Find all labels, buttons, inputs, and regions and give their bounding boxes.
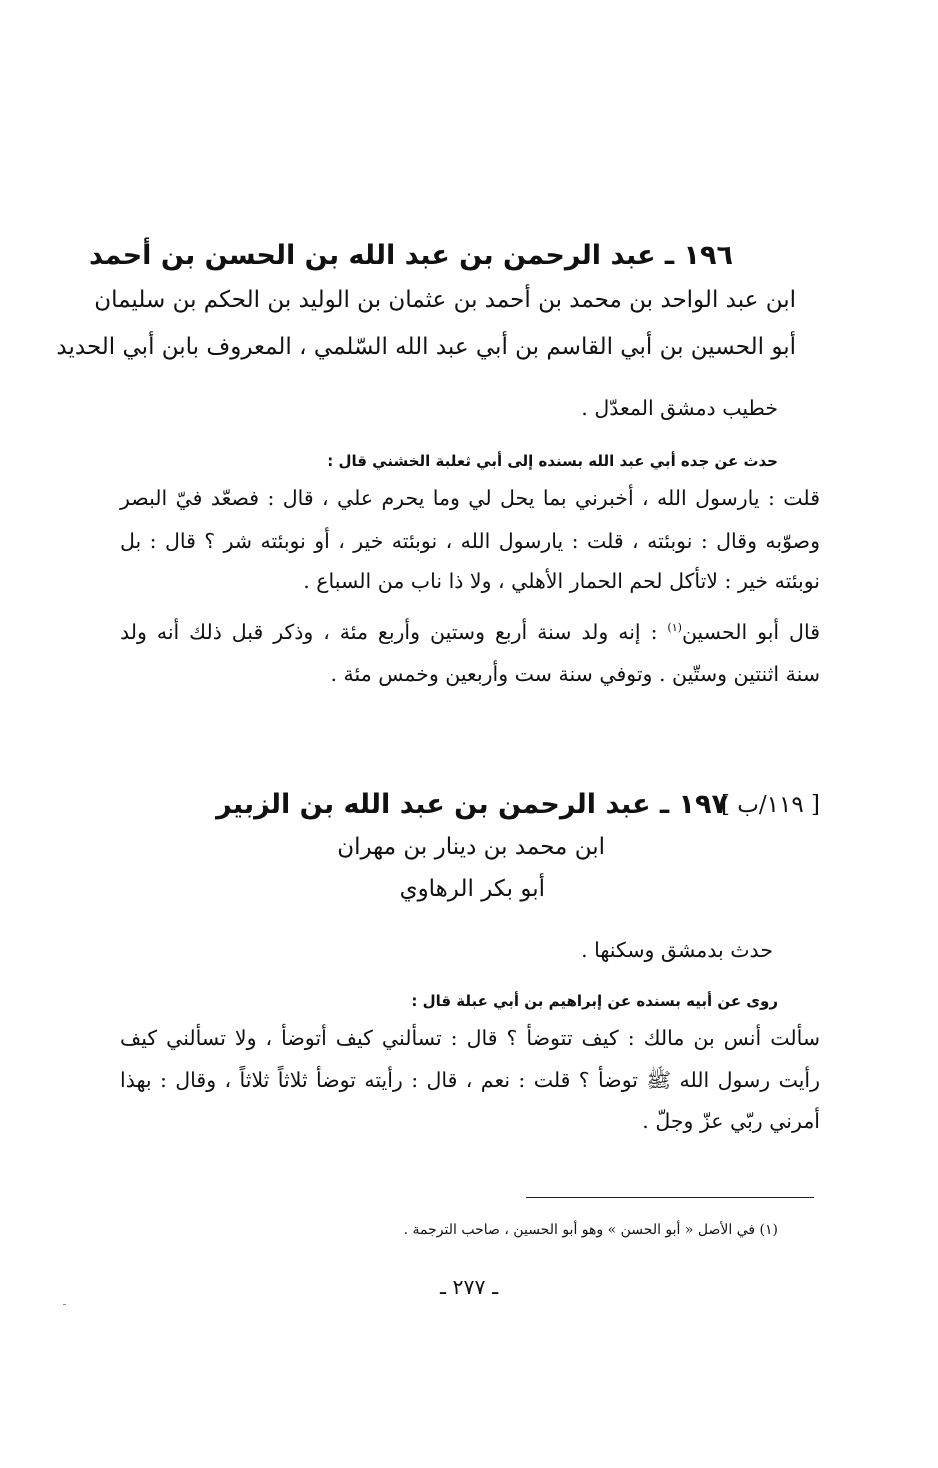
entry-196-note-text-b: : إنه ولد سنة أربع وستين وأربع مئة ، وذكر قبل ذلك أنه ولد [120, 620, 668, 644]
entry-196-hadith-line-3: نوبئته خير : لاتأكل لحم الحمار الأهلي ، ولا ذا ناب من السباع . [303, 569, 820, 593]
entry-197-title: ١٩٧ ـ عبد الرحمن بن عبد الله بن الزبير [216, 789, 728, 820]
entry-196-lineage-line-1: ابن عبد الواحد بن محمد بن أحمد بن عثمان بن الوليد بن الحكم بن سليمان [94, 287, 796, 313]
entry-197-hadith-line-3: أمرني ربّي عزّ وجلّ . [642, 1109, 820, 1133]
scan-speck [63, 1304, 66, 1305]
entry-196-title: ١٩٦ ـ عبد الرحمن بن عبد الله بن الحسن بن أحمد [89, 240, 733, 271]
entry-196-note-line-2: سنة اثنتين وستّين . وتوفي سنة ست وأربعين وخمس مئة . [330, 662, 820, 686]
footnote-separator [526, 1197, 814, 1198]
entry-197-hadith-line-1: سألت أنس بن مالك : كيف تتوضأ ؟ قال : تسألني كيف أتوضأ ، ولا تسألني كيف [120, 1026, 820, 1050]
folio-marker: [ ١١٩/ب ] [720, 792, 820, 818]
entry-196-note-line-1 [120, 620, 820, 644]
footnote: (١) في الأصل « أبو الحسن » وهو أبو الحسين ، صاحب الترجمة . [403, 1222, 778, 1238]
entry-197-narration-intro: روى عن أبيه بسنده عن إبراهيم بن أبي عبلة قال : [411, 992, 778, 1010]
entry-196-hadith-line-1: قلت : يارسول الله ، أخبرني بما يحل لي وما يحرم علي ، قال : فصعّد فيّ البصر [120, 486, 820, 510]
entry-197-lineage-line-1: ابن محمد بن دينار بن مهران [337, 834, 605, 860]
page-number: ـ ٢٧٧ ـ [440, 1275, 499, 1299]
entry-196-description: خطيب دمشق المعدّل . [581, 396, 778, 420]
entry-197-lineage-line-2: أبو بكر الرهاوي [399, 876, 545, 902]
footnote-reference: (١) [667, 621, 682, 635]
entry-196-note-text-a: قال أبو الحسين [681, 620, 821, 644]
entry-196-narration-intro: حدث عن جده أبي عبد الله بسنده إلى أبي ثعلبة الخشني قال : [327, 452, 778, 470]
entry-196-lineage-line-2: أبو الحسين بن أبي القاسم بن أبي عبد الله السّلمي ، المعروف بابن أبي الحديد [56, 334, 796, 360]
entry-197-hadith-line-2: رأيت رسول الله ﷺ توضأ ؟ قلت : نعم ، قال : رأيته توضأ ثلاثاً ثلاثاً ، وقال : بهذا [120, 1068, 820, 1092]
entry-196-hadith-line-2: وصوّبه وقال : نوبئته ، قلت : يارسول الله ، نوبئته خير ، أو نوبئته شر ؟ قال : بل [120, 529, 820, 553]
entry-197-description: حدث بدمشق وسكنها . [581, 938, 773, 962]
